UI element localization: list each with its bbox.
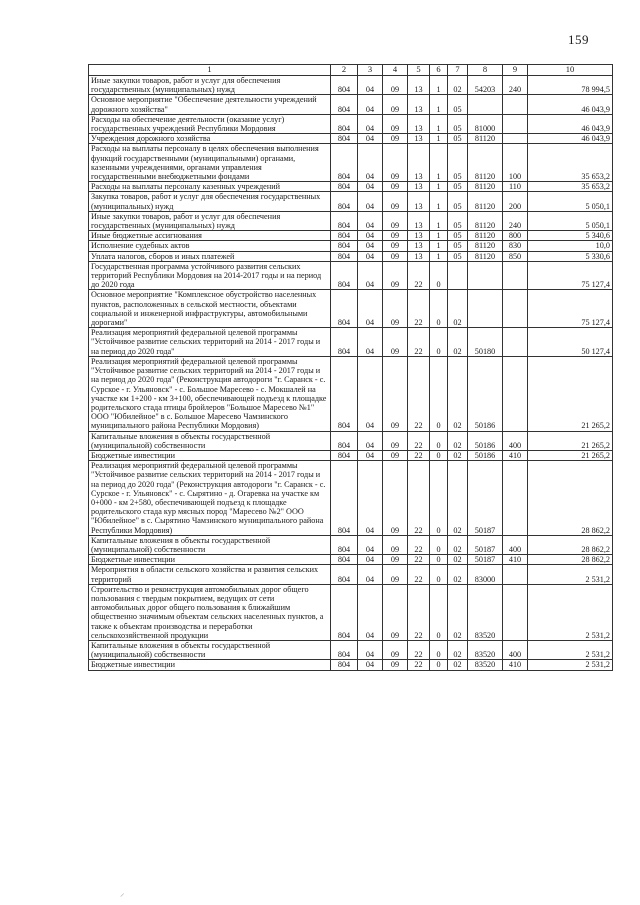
subsection-cell: 09 xyxy=(383,251,408,261)
subsection-cell: 09 xyxy=(383,192,408,211)
subprogram-cell: 0 xyxy=(430,356,448,431)
program-cell: 13 xyxy=(408,144,430,182)
header-cell: 3 xyxy=(358,65,383,76)
program-cell: 22 xyxy=(408,450,430,460)
subprogram-cell: 1 xyxy=(430,114,448,133)
expense-type-cell: 400 xyxy=(503,431,528,450)
subprogram-cell: 1 xyxy=(430,134,448,144)
table-row xyxy=(89,640,613,659)
program-cell: 22 xyxy=(408,356,430,431)
table-row xyxy=(89,584,613,640)
amount-cell: 21 265,2 xyxy=(528,450,613,460)
subsection-cell: 09 xyxy=(383,584,408,640)
subsection-cell: 09 xyxy=(383,535,408,554)
row-name-cell: Капитальные вложения в объекты государственной (муниципальной) собственности xyxy=(89,535,331,554)
kvsr-cell: 804 xyxy=(331,114,358,133)
activity-cell: 05 xyxy=(448,114,468,133)
direction-cell: 81000 xyxy=(468,114,503,133)
subsection-cell: 09 xyxy=(383,95,408,114)
activity-cell: 05 xyxy=(448,134,468,144)
row-name-cell: Иные бюджетные ассигнования xyxy=(89,231,331,241)
direction-cell: 50187 xyxy=(468,555,503,565)
direction-cell: 81120 xyxy=(468,241,503,251)
direction-cell: 81120 xyxy=(468,211,503,230)
table-row xyxy=(89,76,613,95)
section-cell: 04 xyxy=(358,555,383,565)
section-cell: 04 xyxy=(358,211,383,230)
kvsr-cell: 804 xyxy=(331,134,358,144)
kvsr-cell: 804 xyxy=(331,461,358,536)
direction-cell: 81120 xyxy=(468,251,503,261)
direction-cell xyxy=(468,290,503,328)
program-cell: 13 xyxy=(408,114,430,133)
table-row xyxy=(89,535,613,554)
program-cell: 22 xyxy=(408,584,430,640)
program-cell: 13 xyxy=(408,182,430,192)
expense-type-cell: 200 xyxy=(503,192,528,211)
activity-cell: 05 xyxy=(448,144,468,182)
amount-cell: 46 043,9 xyxy=(528,114,613,133)
amount-cell: 2 531,2 xyxy=(528,565,613,584)
section-cell: 04 xyxy=(358,192,383,211)
activity-cell: 02 xyxy=(448,584,468,640)
table-row xyxy=(89,328,613,357)
subprogram-cell: 1 xyxy=(430,211,448,230)
direction-cell: 50186 xyxy=(468,431,503,450)
subsection-cell: 09 xyxy=(383,450,408,460)
table-row xyxy=(89,231,613,241)
table-row xyxy=(89,450,613,460)
activity-cell: 02 xyxy=(448,640,468,659)
section-cell: 04 xyxy=(358,640,383,659)
subsection-cell: 09 xyxy=(383,134,408,144)
direction-cell: 83520 xyxy=(468,640,503,659)
row-name-cell: Строительство и реконструкция автомобильных дорог общего пользования с твердым покрытием, ведущих от сети автомобильных дорог общего пользования к ближайшим общественно значимым объектам сельских населенных пунктов, а также к объектам производства и переработки сельскохозяйственной продукции xyxy=(89,584,331,640)
kvsr-cell: 804 xyxy=(331,251,358,261)
program-cell: 13 xyxy=(408,95,430,114)
activity-cell: 02 xyxy=(448,431,468,450)
program-cell: 13 xyxy=(408,231,430,241)
direction-cell xyxy=(468,261,503,290)
subprogram-cell: 1 xyxy=(430,95,448,114)
subsection-cell: 09 xyxy=(383,261,408,290)
subsection-cell: 09 xyxy=(383,231,408,241)
row-name-cell: Мероприятия в области сельского хозяйства и развития сельских территорий xyxy=(89,565,331,584)
section-cell: 04 xyxy=(358,450,383,460)
subsection-cell: 09 xyxy=(383,211,408,230)
table-row xyxy=(89,144,613,182)
program-cell: 13 xyxy=(408,211,430,230)
expense-type-cell: 400 xyxy=(503,640,528,659)
expense-type-cell: 410 xyxy=(503,660,528,670)
amount-cell: 46 043,9 xyxy=(528,134,613,144)
table-row xyxy=(89,290,613,328)
expense-type-cell xyxy=(503,114,528,133)
amount-cell: 2 531,2 xyxy=(528,640,613,659)
row-name-cell: Уплата налогов, сборов и иных платежей xyxy=(89,251,331,261)
section-cell: 04 xyxy=(358,241,383,251)
amount-cell: 35 653,2 xyxy=(528,182,613,192)
amount-cell: 78 994,5 xyxy=(528,76,613,95)
activity-cell xyxy=(448,261,468,290)
subprogram-cell: 0 xyxy=(430,555,448,565)
kvsr-cell: 804 xyxy=(331,431,358,450)
kvsr-cell: 804 xyxy=(331,356,358,431)
expense-type-cell: 830 xyxy=(503,241,528,251)
subsection-cell: 09 xyxy=(383,241,408,251)
amount-cell: 5 340,6 xyxy=(528,231,613,241)
expense-type-cell: 850 xyxy=(503,251,528,261)
subsection-cell: 09 xyxy=(383,640,408,659)
kvsr-cell: 804 xyxy=(331,211,358,230)
amount-cell: 75 127,4 xyxy=(528,261,613,290)
table-row xyxy=(89,251,613,261)
subsection-cell: 09 xyxy=(383,144,408,182)
section-cell: 04 xyxy=(358,261,383,290)
program-cell: 22 xyxy=(408,461,430,536)
amount-cell: 28 862,2 xyxy=(528,555,613,565)
row-name-cell: Капитальные вложения в объекты государственной (муниципальной) собственности xyxy=(89,640,331,659)
kvsr-cell: 804 xyxy=(331,290,358,328)
activity-cell: 05 xyxy=(448,241,468,251)
section-cell: 04 xyxy=(358,251,383,261)
direction-cell: 81120 xyxy=(468,144,503,182)
expense-type-cell: 240 xyxy=(503,76,528,95)
program-cell: 22 xyxy=(408,328,430,357)
section-cell: 04 xyxy=(358,565,383,584)
section-cell: 04 xyxy=(358,328,383,357)
activity-cell: 02 xyxy=(448,328,468,357)
section-cell: 04 xyxy=(358,356,383,431)
subprogram-cell: 0 xyxy=(430,261,448,290)
expense-type-cell xyxy=(503,584,528,640)
activity-cell: 05 xyxy=(448,95,468,114)
row-name-cell: Расходы на выплаты персоналу в целях обеспечения выполнения функций государственными (муниципальными) органами, казенными учреждениями, органами управления государственными внебюджетными фондами xyxy=(89,144,331,182)
direction-cell xyxy=(468,95,503,114)
amount-cell: 50 127,4 xyxy=(528,328,613,357)
section-cell: 04 xyxy=(358,461,383,536)
direction-cell: 83520 xyxy=(468,584,503,640)
section-cell: 04 xyxy=(358,114,383,133)
table-header-row xyxy=(89,65,613,76)
amount-cell: 35 653,2 xyxy=(528,144,613,182)
amount-cell: 75 127,4 xyxy=(528,290,613,328)
expense-type-cell xyxy=(503,328,528,357)
section-cell: 04 xyxy=(358,431,383,450)
expense-type-cell xyxy=(503,290,528,328)
table-row xyxy=(89,261,613,290)
subsection-cell: 09 xyxy=(383,356,408,431)
section-cell: 04 xyxy=(358,144,383,182)
table-row xyxy=(89,95,613,114)
row-name-cell: Реализация мероприятий федеральной целевой программы "Устойчивое развитие сельских территорий на 2014 - 2017 годы и на период до 2020 года" xyxy=(89,328,331,357)
row-name-cell: Реализация мероприятий федеральной целевой программы "Устойчивое развитие сельских территорий на 2014 - 2017 годы и на период до 2020 года" (Реконструкция автодороги "г. Саранск - с. Сурское - г. Ульяновск" - с. Сырятино - д. Огаревка на участке км 0+000 - км 2+580, обеспечивающей подъезд к площадке родительского стада кур мясных пород "Маресево №2" ООО "Юбилейное" в с. Сырятино Чамзинского муниципального района Республики Мордовия) xyxy=(89,461,331,536)
kvsr-cell: 804 xyxy=(331,535,358,554)
activity-cell: 02 xyxy=(448,660,468,670)
row-name-cell: Капитальные вложения в объекты государственной (муниципальной) собственности xyxy=(89,431,331,450)
row-name-cell: Иные закупки товаров, работ и услуг для обеспечения государственных (муниципальных) нужд xyxy=(89,76,331,95)
section-cell: 04 xyxy=(358,231,383,241)
program-cell: 22 xyxy=(408,431,430,450)
subprogram-cell: 0 xyxy=(430,290,448,328)
header-cell: 8 xyxy=(468,65,503,76)
program-cell: 22 xyxy=(408,660,430,670)
scan-mark: ⸝ xyxy=(120,888,125,898)
subprogram-cell: 1 xyxy=(430,231,448,241)
program-cell: 13 xyxy=(408,76,430,95)
subprogram-cell: 1 xyxy=(430,182,448,192)
table-row xyxy=(89,211,613,230)
amount-cell: 46 043,9 xyxy=(528,95,613,114)
expense-type-cell: 110 xyxy=(503,182,528,192)
kvsr-cell: 804 xyxy=(331,95,358,114)
kvsr-cell: 804 xyxy=(331,450,358,460)
kvsr-cell: 804 xyxy=(331,565,358,584)
subsection-cell: 09 xyxy=(383,182,408,192)
header-cell: 2 xyxy=(331,65,358,76)
activity-cell: 02 xyxy=(448,356,468,431)
row-name-cell: Расходы на обеспечение деятельности (оказание услуг) государственных учреждений Республики Мордовия xyxy=(89,114,331,133)
row-name-cell: Реализация мероприятий федеральной целевой программы "Устойчивое развитие сельских территорий на 2014 - 2017 годы и на период до 2020 года" (Реконструкция автодороги "г. Саранск - с. Сурское - г. Ульяновск" - с. Большое Маресево - с. Мокшалей на участке км 1+200 - км 3+100, обеспечивающей подъезд к площадке родительского стада птицы бройлеров "Большое Маресево №1" ООО "Юбилейное" в с. Большое Маресево Чамзинского муниципального района Республики Мордовия) xyxy=(89,356,331,431)
direction-cell: 50187 xyxy=(468,535,503,554)
expense-type-cell: 240 xyxy=(503,211,528,230)
expense-type-cell: 400 xyxy=(503,535,528,554)
program-cell: 13 xyxy=(408,192,430,211)
kvsr-cell: 804 xyxy=(331,144,358,182)
activity-cell: 02 xyxy=(448,290,468,328)
activity-cell: 05 xyxy=(448,211,468,230)
activity-cell: 02 xyxy=(448,461,468,536)
direction-cell: 81120 xyxy=(468,231,503,241)
table-row xyxy=(89,565,613,584)
program-cell: 22 xyxy=(408,565,430,584)
subsection-cell: 09 xyxy=(383,328,408,357)
row-name-cell: Бюджетные инвестиции xyxy=(89,660,331,670)
program-cell: 13 xyxy=(408,251,430,261)
row-name-cell: Государственная программа устойчивого развития сельских территорий Республики Мордовия на 2014-2017 годы и на период до 2020 года xyxy=(89,261,331,290)
subprogram-cell: 0 xyxy=(430,584,448,640)
section-cell: 04 xyxy=(358,660,383,670)
direction-cell: 83000 xyxy=(468,565,503,584)
subsection-cell: 09 xyxy=(383,555,408,565)
section-cell: 04 xyxy=(358,95,383,114)
direction-cell: 81120 xyxy=(468,134,503,144)
subprogram-cell: 1 xyxy=(430,76,448,95)
direction-cell: 81120 xyxy=(468,182,503,192)
subsection-cell: 09 xyxy=(383,461,408,536)
subsection-cell: 09 xyxy=(383,660,408,670)
expense-type-cell: 100 xyxy=(503,144,528,182)
activity-cell: 05 xyxy=(448,231,468,241)
subsection-cell: 09 xyxy=(383,290,408,328)
table-row xyxy=(89,660,613,670)
subprogram-cell: 0 xyxy=(430,565,448,584)
program-cell: 22 xyxy=(408,290,430,328)
amount-cell: 21 265,2 xyxy=(528,431,613,450)
program-cell: 22 xyxy=(408,640,430,659)
amount-cell: 5 050,1 xyxy=(528,192,613,211)
activity-cell: 02 xyxy=(448,76,468,95)
row-name-cell: Основное мероприятие "Комплексное обустройство населенных пунктов, расположенных в сельской местности, объектами социальной и инженерной инфраструктуры, автомобильными дорогами" xyxy=(89,290,331,328)
kvsr-cell: 804 xyxy=(331,640,358,659)
program-cell: 13 xyxy=(408,241,430,251)
direction-cell: 50186 xyxy=(468,356,503,431)
section-cell: 04 xyxy=(358,76,383,95)
activity-cell: 05 xyxy=(448,251,468,261)
amount-cell: 28 862,2 xyxy=(528,535,613,554)
direction-cell: 50186 xyxy=(468,450,503,460)
direction-cell: 83520 xyxy=(468,660,503,670)
expense-type-cell: 410 xyxy=(503,450,528,460)
amount-cell: 21 265,2 xyxy=(528,356,613,431)
expense-type-cell xyxy=(503,565,528,584)
subprogram-cell: 0 xyxy=(430,640,448,659)
row-name-cell: Бюджетные инвестиции xyxy=(89,450,331,460)
activity-cell: 02 xyxy=(448,535,468,554)
subprogram-cell: 0 xyxy=(430,328,448,357)
subprogram-cell: 1 xyxy=(430,192,448,211)
section-cell: 04 xyxy=(358,584,383,640)
direction-cell: 50180 xyxy=(468,328,503,357)
subprogram-cell: 1 xyxy=(430,241,448,251)
table-row xyxy=(89,192,613,211)
amount-cell: 2 531,2 xyxy=(528,660,613,670)
expense-type-cell xyxy=(503,134,528,144)
kvsr-cell: 804 xyxy=(331,555,358,565)
expense-type-cell xyxy=(503,95,528,114)
program-cell: 22 xyxy=(408,555,430,565)
subprogram-cell: 0 xyxy=(430,461,448,536)
activity-cell: 02 xyxy=(448,450,468,460)
program-cell: 13 xyxy=(408,134,430,144)
subprogram-cell: 0 xyxy=(430,535,448,554)
expense-type-cell xyxy=(503,261,528,290)
table-row xyxy=(89,555,613,565)
amount-cell: 10,0 xyxy=(528,241,613,251)
kvsr-cell: 804 xyxy=(331,328,358,357)
row-name-cell: Расходы на выплаты персоналу казенных учреждений xyxy=(89,182,331,192)
header-cell: 6 xyxy=(430,65,448,76)
expense-type-cell: 800 xyxy=(503,231,528,241)
section-cell: 04 xyxy=(358,290,383,328)
header-cell: 10 xyxy=(528,65,613,76)
table-row xyxy=(89,241,613,251)
table-row xyxy=(89,114,613,133)
expense-type-cell xyxy=(503,461,528,536)
subsection-cell: 09 xyxy=(383,114,408,133)
activity-cell: 02 xyxy=(448,555,468,565)
table-row xyxy=(89,461,613,536)
subprogram-cell: 0 xyxy=(430,450,448,460)
subprogram-cell: 1 xyxy=(430,251,448,261)
header-cell: 4 xyxy=(383,65,408,76)
row-name-cell: Закупка товаров, работ и услуг для обеспечения государственных (муниципальных) нужд xyxy=(89,192,331,211)
section-cell: 04 xyxy=(358,134,383,144)
kvsr-cell: 804 xyxy=(331,584,358,640)
program-cell: 22 xyxy=(408,261,430,290)
subsection-cell: 09 xyxy=(383,431,408,450)
header-cell: 7 xyxy=(448,65,468,76)
amount-cell: 5 050,1 xyxy=(528,211,613,230)
subprogram-cell: 0 xyxy=(430,431,448,450)
header-cell: 9 xyxy=(503,65,528,76)
kvsr-cell: 804 xyxy=(331,76,358,95)
direction-cell: 54203 xyxy=(468,76,503,95)
subprogram-cell: 1 xyxy=(430,144,448,182)
table-row xyxy=(89,356,613,431)
table-row xyxy=(89,431,613,450)
subprogram-cell: 0 xyxy=(430,660,448,670)
amount-cell: 2 531,2 xyxy=(528,584,613,640)
row-name-cell: Учреждения дорожного хозяйства xyxy=(89,134,331,144)
row-name-cell: Бюджетные инвестиции xyxy=(89,555,331,565)
activity-cell: 02 xyxy=(448,565,468,584)
activity-cell: 05 xyxy=(448,192,468,211)
direction-cell: 50187 xyxy=(468,461,503,536)
budget-table xyxy=(88,64,613,671)
section-cell: 04 xyxy=(358,182,383,192)
kvsr-cell: 804 xyxy=(331,241,358,251)
page-number: 159 xyxy=(568,32,589,47)
activity-cell: 05 xyxy=(448,182,468,192)
table-row xyxy=(89,182,613,192)
program-cell: 22 xyxy=(408,535,430,554)
kvsr-cell: 804 xyxy=(331,261,358,290)
table-row xyxy=(89,134,613,144)
kvsr-cell: 804 xyxy=(331,192,358,211)
direction-cell: 81120 xyxy=(468,192,503,211)
row-name-cell: Основное мероприятие "Обеспечение деятельности учреждений дорожного хозяйства" xyxy=(89,95,331,114)
subsection-cell: 09 xyxy=(383,76,408,95)
amount-cell: 5 330,6 xyxy=(528,251,613,261)
kvsr-cell: 804 xyxy=(331,231,358,241)
expense-type-cell xyxy=(503,356,528,431)
kvsr-cell: 804 xyxy=(331,660,358,670)
header-cell: 1 xyxy=(89,65,331,76)
expense-type-cell: 410 xyxy=(503,555,528,565)
row-name-cell: Иные закупки товаров, работ и услуг для обеспечения государственных (муниципальных) нужд xyxy=(89,211,331,230)
subsection-cell: 09 xyxy=(383,565,408,584)
kvsr-cell: 804 xyxy=(331,182,358,192)
row-name-cell: Исполнение судебных актов xyxy=(89,241,331,251)
amount-cell: 28 862,2 xyxy=(528,461,613,536)
header-cell: 5 xyxy=(408,65,430,76)
section-cell: 04 xyxy=(358,535,383,554)
